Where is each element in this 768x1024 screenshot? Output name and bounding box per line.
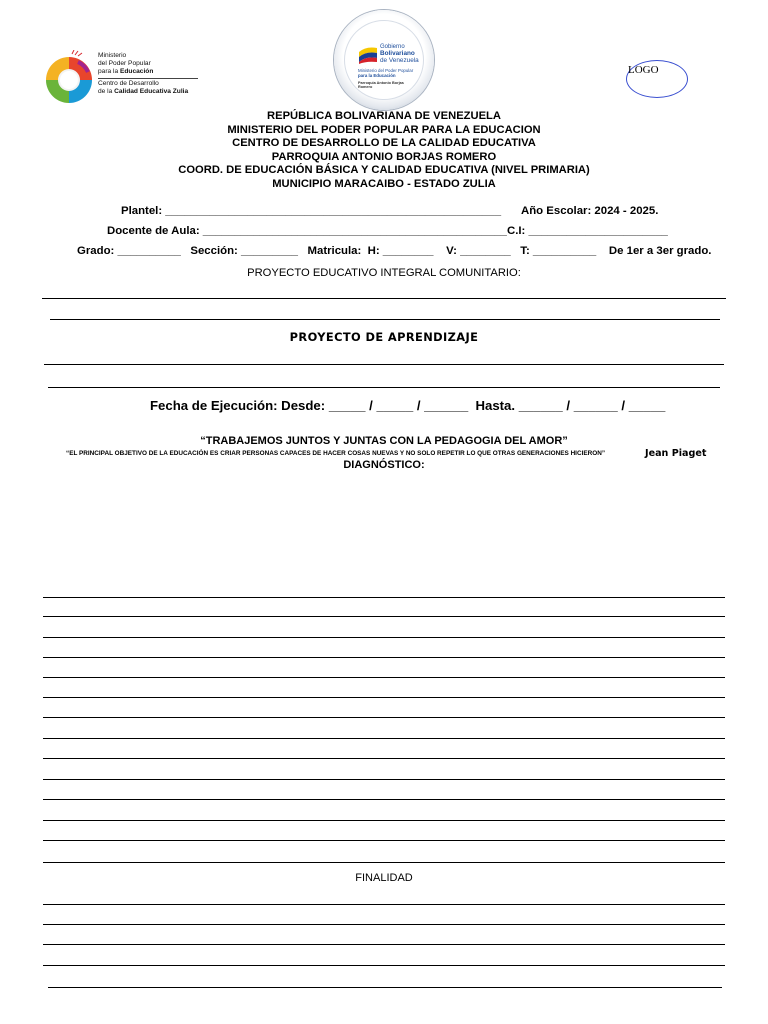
blank-line[interactable]	[48, 387, 720, 388]
header-line-1: REPÚBLICA BOLIVARIANA DE VENEZUELA	[267, 110, 501, 122]
header-line-2: MINISTERIO DEL PODER POPULAR PARA LA EDUCACION	[227, 123, 541, 136]
ci-field[interactable]: C.I: ______________________	[507, 225, 668, 237]
diagnostico-line[interactable]	[43, 799, 725, 800]
diagnostico-line[interactable]	[43, 862, 725, 863]
seal-line-2a: Bolivariano	[380, 50, 415, 57]
proyecto-aprendizaje-title: PROYECTO DE APRENDIZAJE	[289, 330, 479, 344]
ministry-line-5-prefix: de la	[98, 87, 115, 95]
ministry-line-1: Ministerio	[98, 52, 127, 59]
ministry-line-3-prefix: para la	[98, 68, 120, 76]
government-seal	[334, 10, 434, 110]
header-line-6: MUNICIPIO MARACAIBO - ESTADO ZULIA	[272, 177, 496, 190]
finalidad-line[interactable]	[43, 904, 725, 905]
diagnostico-line[interactable]	[43, 840, 725, 841]
ministry-line-3	[98, 68, 202, 76]
docente-field[interactable]: Docente de Aula: ________________________________________________	[107, 225, 507, 237]
diagnostico-line[interactable]	[43, 697, 725, 698]
diagnostico-line[interactable]	[43, 616, 725, 617]
ministry-line-2: del Poder Popular	[98, 60, 151, 68]
seal-line-1: Gobierno	[380, 44, 405, 50]
proyecto-comunitario-label: PROYECTO EDUCATIVO INTEGRAL COMUNITARIO:	[247, 267, 521, 279]
seal-inner	[344, 20, 424, 100]
seal-line-3b: para la Educación	[358, 73, 396, 78]
blank-line[interactable]	[42, 298, 726, 299]
diagnostico-line[interactable]	[43, 637, 725, 638]
finalidad-line[interactable]	[43, 944, 725, 945]
header-line-5: COORD. DE EDUCACIÓN BÁSICA Y CALIDAD EDUCATIVA (NIVEL PRIMARIA)	[178, 164, 590, 177]
ministry-logo-text	[98, 52, 202, 96]
diagnostico-line[interactable]	[43, 597, 725, 598]
motto: “TRABAJEMOS JUNTOS Y JUNTAS CON LA PEDAGOGIA DEL AMOR”	[200, 435, 568, 447]
diagnostico-line[interactable]	[43, 717, 725, 718]
diagnostico-title: DIAGNÓSTICO:	[343, 459, 425, 471]
diagnostico-line[interactable]	[43, 779, 725, 780]
ministry-line-3-bold: Educación	[120, 68, 154, 76]
diagnostico-line[interactable]	[43, 738, 725, 739]
diagnostico-line[interactable]	[43, 820, 725, 821]
finalidad-title: FINALIDAD	[355, 872, 413, 884]
diagnostico-line[interactable]	[43, 677, 725, 678]
ministry-line-5-bold: Calidad Educativa Zulia	[114, 87, 189, 95]
plantel-field[interactable]: Plantel: _____________________________________________________	[121, 205, 502, 217]
finalidad-line[interactable]	[43, 924, 725, 925]
seal-line-3	[358, 68, 418, 78]
document-header	[0, 110, 768, 192]
ministry-line-5	[98, 88, 202, 96]
school-year-label: Año Escolar: 2024 - 2025.	[521, 205, 659, 217]
header-line-3: CENTRO DE DESARROLLO DE LA CALIDAD EDUCATIVA	[232, 137, 536, 150]
venezuela-flag-icon	[358, 46, 378, 64]
diagnostico-line[interactable]	[43, 758, 725, 759]
fecha-ejecucion-field[interactable]: Fecha de Ejecución: Desde: _____ / _____ / ______ Hasta. ______ / ______ / _____	[150, 398, 666, 413]
finalidad-line[interactable]	[48, 987, 722, 988]
ministry-divider	[98, 78, 198, 79]
finalidad-line[interactable]	[43, 965, 725, 966]
header-line-4: PARROQUIA ANTONIO BORJAS ROMERO	[271, 150, 497, 163]
ministry-logo	[44, 50, 204, 110]
seal-line-3a: Ministerio del Poder Popular	[358, 68, 414, 73]
diagnostico-line[interactable]	[43, 657, 725, 658]
blank-line[interactable]	[50, 319, 720, 320]
ministry-logo-icon	[44, 50, 96, 106]
piaget-quote: “EL PRINCIPAL OBJETIVO DE LA EDUCACIÓN ES CRIAR PERSONAS CAPACES DE HACER COSAS NUEVAS Y NO SOLO REPETIR LO QUE OTRAS GENERACIONES HICIERON”	[66, 450, 606, 457]
grado-row[interactable]: Grado: __________ Sección: _________ Matricula: H: ________ V: ________ T: __________ De 1er a 3er grado.	[77, 245, 712, 257]
seal-line-2b: de Venezuela	[380, 57, 419, 64]
ministry-line-4: Centro de Desarrollo	[98, 79, 159, 87]
quote-author: Jean Piaget	[645, 448, 707, 459]
blank-line[interactable]	[44, 364, 724, 365]
seal-line-2	[380, 50, 419, 64]
logo-placeholder-text: LOGO	[628, 64, 659, 76]
seal-line-4: Parroquia Antonio Borjas Romero	[358, 81, 404, 89]
